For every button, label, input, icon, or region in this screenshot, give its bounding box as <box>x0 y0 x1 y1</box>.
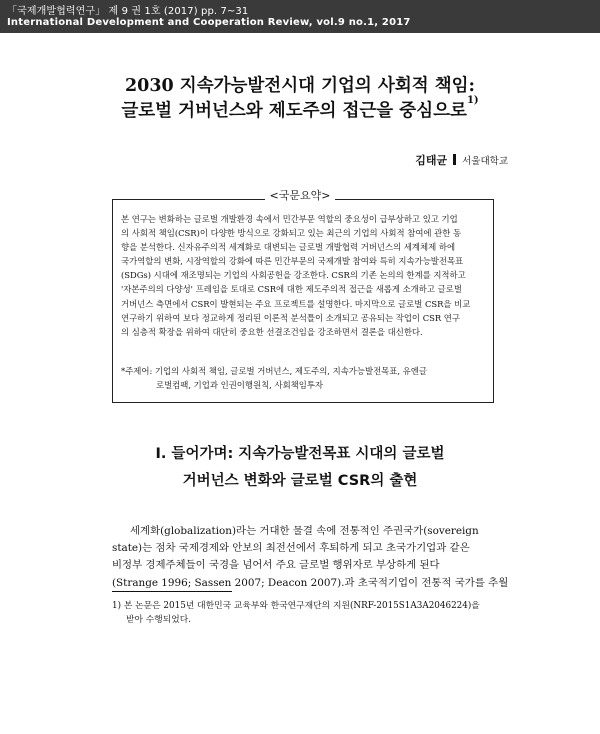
journal-citation-english: International Development and Cooperation Review, vol.9 no.1, 2017 <box>7 17 411 28</box>
author-affiliation: 서울대학교 <box>462 156 508 167</box>
keywords-line1: *주제어: 기업의 사회적 책임, 글로벌 거버넌스, 제도주의, 지속가능발전목표, 유엔글 <box>121 366 427 376</box>
title-footnote-mark: 1) <box>466 95 479 106</box>
abstract-text <box>121 212 487 339</box>
abstract-line: 국가역할의 변화, 시장역할의 강화에 따른 민간부문의 국제개발 참여와 특히 지속가능발전목표 <box>121 256 464 267</box>
section-heading-line2: 거버넌스 변화와 글로벌 CSR의 출현 <box>182 473 418 489</box>
abstract-line: 거버넌스 측면에서 CSR이 발현되는 주요 프로젝트를 설명한다. 마지막으로 글로벌 CSR을 비교 <box>121 298 471 309</box>
keywords-line2: 로벌컴팩, 기업과 인권이행원칙, 사회책임투자 <box>156 380 324 391</box>
journal-header-bar <box>0 0 600 33</box>
footnote <box>112 599 489 627</box>
paper-title-line2: 글로벌 거버넌스와 제도주의 접근을 중심으로$^{1)}$ <box>121 95 479 121</box>
author-name: 김태균 <box>415 154 448 167</box>
body-line: (Strange 1996; Sassen 2007; Deacon 2007).과 초국적기업이 전통적 국가를 추월 <box>112 576 509 589</box>
body-line: 비정부 경제주체들이 국경을 넘어서 주요 글로벌 행위자로 부상하게 된다 <box>112 559 440 572</box>
author-separator <box>453 154 456 165</box>
abstract-line: (SDGs) 시대에 재조명되는 기업의 사회공헌을 강조한다. CSR의 기존 논의의 한계를 지적하고 <box>121 270 466 281</box>
footnote-divider <box>112 591 232 592</box>
body-line: state)는 점차 국제경제와 안보의 최전선에서 후퇴하게 되고 초국가기업과 같은 <box>112 542 470 555</box>
abstract-line: 의 심층적 확장을 위하여 대단히 중요한 선결조건임을 강조하면서 결론을 대신한다. <box>121 326 423 337</box>
footnote-line2: 받아 수행되었다. <box>126 615 192 625</box>
abstract-line: 향을 분석한다. 신자유주의적 세계화로 대변되는 글로벌 개발협력 거버넌스의 세계체제 하에 <box>121 242 456 253</box>
abstract-line: 본 연구는 변화하는 글로벌 개발환경 속에서 민간부문 역할의 중요성이 급부상하고 있고 기업 <box>121 214 458 224</box>
author-line <box>415 152 508 168</box>
paper-title-line1: 2030 지속가능발전시대 기업의 사회적 책임: <box>124 76 475 96</box>
body-line: 세계화(globalization)라는 거대한 물결 속에 전통적인 주권국가(sovereign <box>130 525 479 537</box>
abstract-line: '자본주의의 다양성' 프레임을 토대로 CSR에 대한 제도주의적 접근을 새롭게 소개하고 글로벌 <box>121 284 462 295</box>
abstract-label: <국문요약> <box>265 185 335 207</box>
journal-citation: 「국제개발협력연구」 제 9 권 1호 (2017) pp. 7~31 <box>7 6 249 17</box>
footnote-line1: 1) 본 논문은 2015년 대한민국 교육부와 한국연구재단의 지원(NRF-2015S1A3A2046224)을 <box>112 601 480 611</box>
keywords <box>121 364 487 392</box>
abstract-line: 연구하기 위하여 보다 정교하게 정리된 이론적 분석틀이 소개되고 공유되는 작업이 CSR 연구 <box>121 312 460 323</box>
abstract-line: 의 사회적 책임(CSR)이 다양한 방식으로 강화되고 있는 최근의 기업의 사회적 참여에 관한 동 <box>121 228 462 239</box>
section-heading-line1: Ⅰ. 들어가며: 지속가능발전목표 시대의 글로벌 <box>155 446 445 462</box>
body-paragraph <box>112 523 509 592</box>
